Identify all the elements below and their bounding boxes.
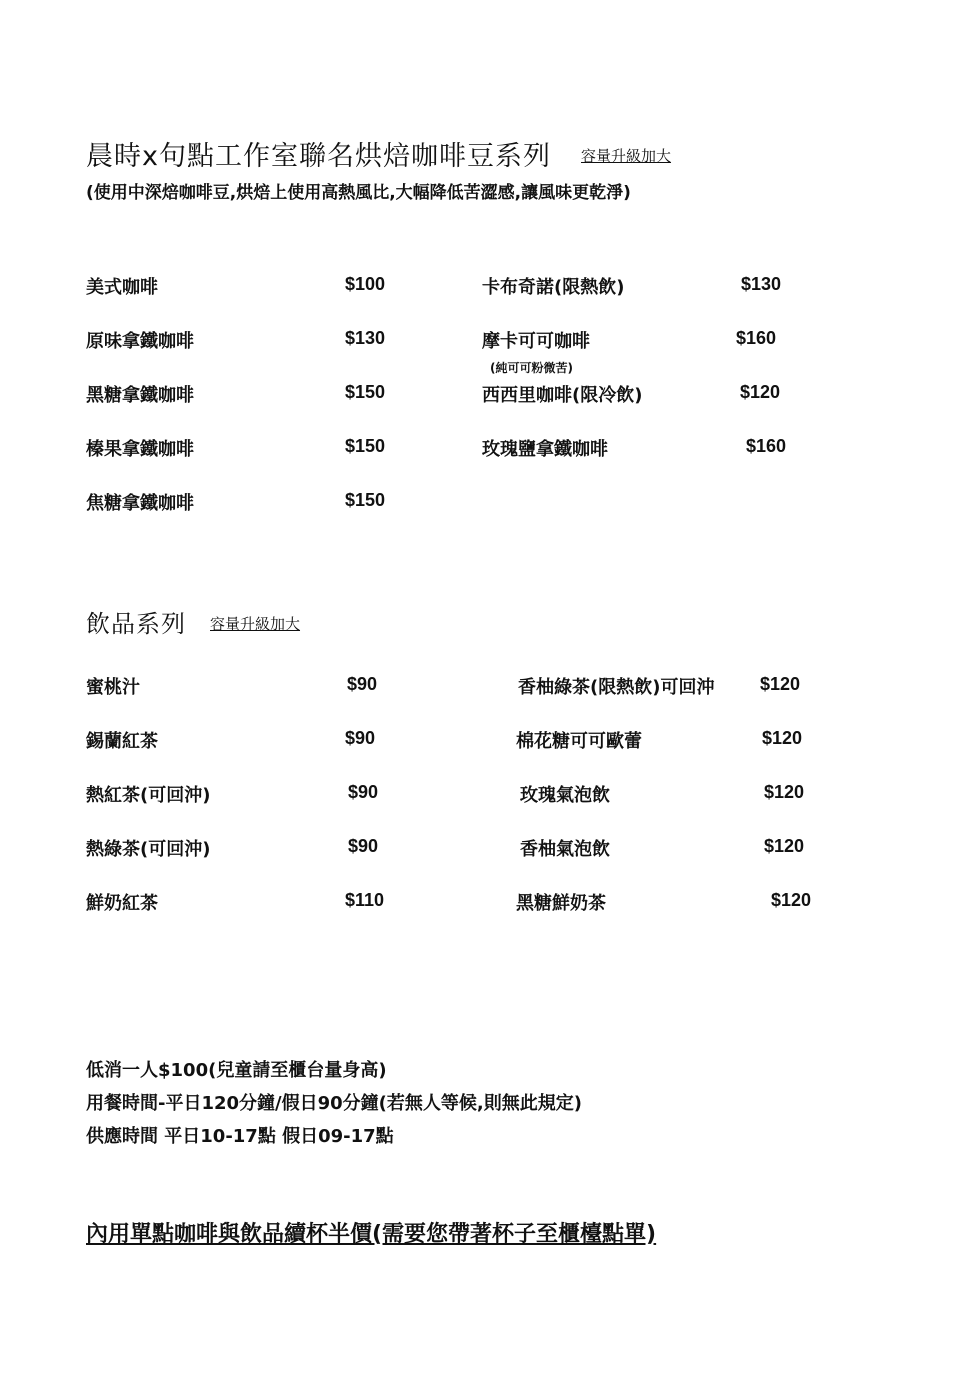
menu-item-price: $90 <box>348 782 379 802</box>
menu-item-price: $130 <box>345 328 386 348</box>
menu-item-name: 錫蘭紅茶 <box>86 731 158 752</box>
min-charge-rule: 低消一人$100(兒童請至櫃台量身高) <box>86 1060 387 1081</box>
menu-item-price: $120 <box>764 836 805 856</box>
menu-item-price: $150 <box>345 490 386 510</box>
menu-item-name: 焦糖拿鐵咖啡 <box>86 493 194 514</box>
menu-item-name: 香柚綠茶(限熱飲)可回沖 <box>518 677 715 698</box>
menu-item-price: $100 <box>345 274 386 294</box>
menu-item-price: $120 <box>760 674 801 694</box>
menu-item-price: $90 <box>345 728 376 748</box>
menu-item-price: $90 <box>348 836 379 856</box>
menu-item-price: $150 <box>345 436 386 456</box>
menu-item-name: 黑糖拿鐵咖啡 <box>86 385 194 406</box>
menu-item-name: 西西里咖啡(限冷飲) <box>482 385 643 406</box>
menu-item-name: 黑糖鮮奶茶 <box>516 893 606 914</box>
menu-item-name: 卡布奇諾(限熱飲) <box>482 277 625 298</box>
menu-item-price: $110 <box>345 890 385 910</box>
menu-item-name: 原味拿鐵咖啡 <box>86 331 194 352</box>
menu-item-name: 熱綠茶(可回沖) <box>86 839 211 860</box>
menu-item-name: 熱紅茶(可回沖) <box>86 785 211 806</box>
menu-item-price: $160 <box>736 328 777 348</box>
menu-item-price: $120 <box>764 782 805 802</box>
menu-item-price: $130 <box>741 274 782 294</box>
drinks-size-note: 容量升級加大 <box>210 615 301 633</box>
menu-item-name: 玫瑰鹽拿鐵咖啡 <box>482 439 608 460</box>
menu-item-price: $120 <box>762 728 803 748</box>
menu-item-name: 摩卡可可咖啡 <box>482 331 590 352</box>
menu-item-name: 鮮奶紅茶 <box>86 893 158 914</box>
coffee-description: (使用中深焙咖啡豆,烘焙上使用高熱風比,大幅降低苦澀感,讓風味更乾淨) <box>86 183 631 203</box>
menu-item-name: 玫瑰氣泡飲 <box>520 785 610 806</box>
service-hours-rule: 供應時間 平日10-17點 假日09-17點 <box>86 1126 394 1147</box>
refill-notice: 內用單點咖啡與飲品續杯半價(需要您帶著杯子至櫃檯點單) <box>86 1222 657 1247</box>
menu-item-price: $120 <box>771 890 812 910</box>
menu-item-name: 蜜桃汁 <box>86 677 140 698</box>
menu-item-price: $160 <box>746 436 787 456</box>
menu-item-name: 香柚氣泡飲 <box>520 839 610 860</box>
coffee-section-title: 晨時x句點工作室聯名烘焙咖啡豆系列 <box>86 141 551 172</box>
menu-item-price: $90 <box>347 674 378 694</box>
dining-time-rule: 用餐時間-平日120分鐘/假日90分鐘(若無人等候,則無此規定) <box>86 1093 582 1114</box>
drinks-section-title: 飲品系列 <box>86 610 186 638</box>
menu-item-price: $120 <box>740 382 781 402</box>
coffee-size-note: 容量升級加大 <box>581 147 672 165</box>
menu-item-name: 美式咖啡 <box>86 277 158 298</box>
menu-item-name: 榛果拿鐵咖啡 <box>86 439 194 460</box>
menu-item-price: $150 <box>345 382 386 402</box>
menu-item-name: 棉花糖可可歐蕾 <box>516 731 642 752</box>
menu-item-note: (純可可粉微苦) <box>490 361 573 375</box>
